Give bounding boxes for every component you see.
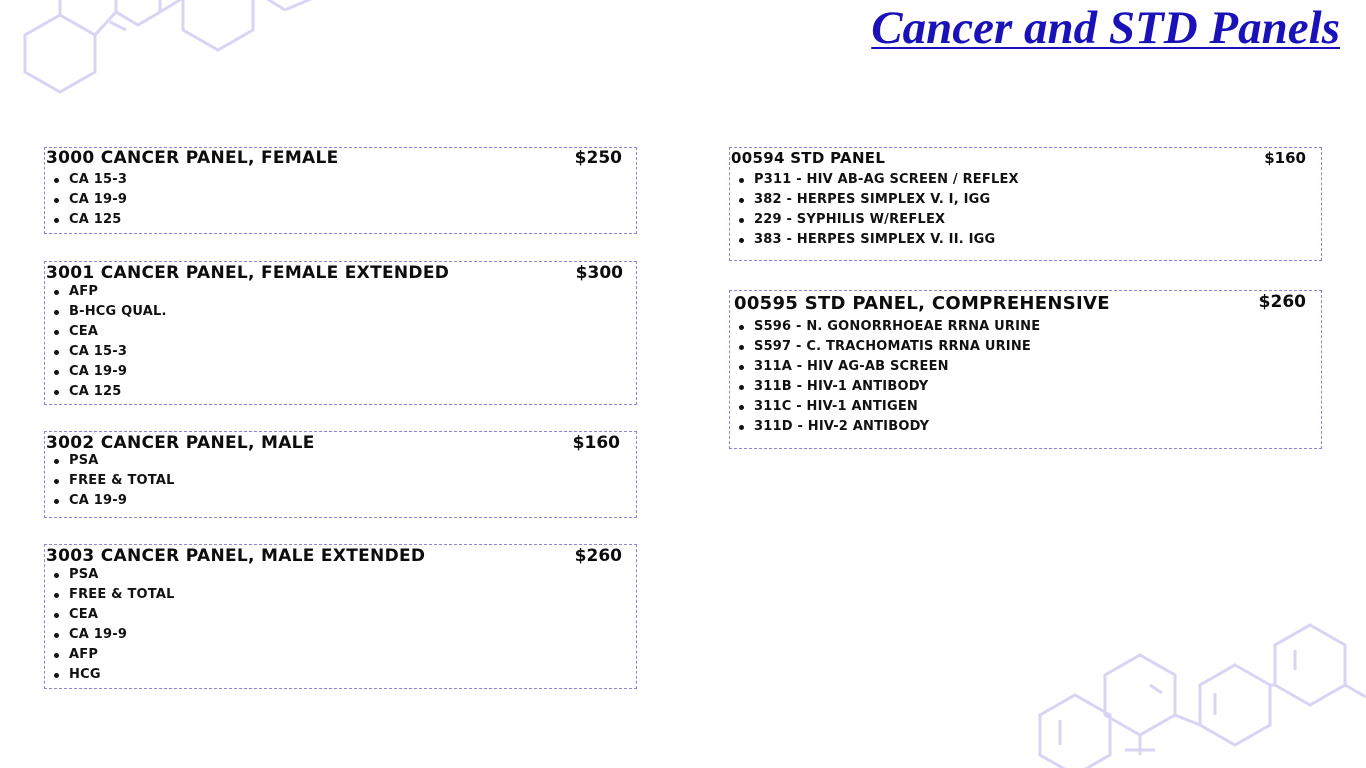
panel-00594-std xyxy=(729,147,1322,261)
panel-price: $260 xyxy=(1258,292,1306,312)
list-item: CA 19-9 xyxy=(53,362,636,382)
panel-3001-cancer-female-extended xyxy=(44,261,637,405)
list-item: 383 - HERPES SIMPLEX V. II. IGG xyxy=(738,230,1321,250)
panel-name: 3002 CANCER PANEL, MALE xyxy=(46,433,315,453)
list-item: AFP xyxy=(53,645,636,665)
panel-price: $250 xyxy=(574,148,622,168)
list-item: P311 - HIV AB-AG SCREEN / REFLEX xyxy=(738,170,1321,190)
page-title: Cancer and STD Panels xyxy=(871,2,1340,54)
list-item: 311C - HIV-1 ANTIGEN xyxy=(738,397,1321,417)
list-item: CA 19-9 xyxy=(53,625,636,645)
panel-name: 3003 CANCER PANEL, MALE EXTENDED xyxy=(46,546,426,566)
panel-price: $260 xyxy=(574,546,622,566)
panel-header xyxy=(45,545,636,567)
panel-test-list xyxy=(45,565,636,685)
hexagon-molecule-icon xyxy=(1030,615,1366,768)
list-item: PSA xyxy=(53,565,636,585)
panel-price: $160 xyxy=(572,433,620,453)
panel-name: 3000 CANCER PANEL, FEMALE xyxy=(46,148,339,168)
hexagon-molecule-icon xyxy=(0,0,340,95)
panel-price: $160 xyxy=(1264,149,1306,167)
list-item: S596 - N. GONORRHOEAE RRNA URINE xyxy=(738,317,1321,337)
list-item: FREE & TOTAL xyxy=(53,471,636,491)
panel-price: $300 xyxy=(575,263,623,283)
panel-test-list xyxy=(730,317,1321,437)
panel-name: 00595 STD PANEL, COMPREHENSIVE xyxy=(734,293,1110,314)
list-item: HCG xyxy=(53,665,636,685)
panel-header xyxy=(730,291,1321,317)
list-item: CA 15-3 xyxy=(53,342,636,362)
list-item: CA 15-3 xyxy=(53,170,636,190)
panel-test-list xyxy=(45,451,636,511)
list-item: CA 19-9 xyxy=(53,190,636,210)
list-item: CEA xyxy=(53,322,636,342)
list-item: CA 125 xyxy=(53,382,636,402)
panel-3002-cancer-male xyxy=(44,431,637,518)
list-item: B-HCG QUAL. xyxy=(53,302,636,322)
list-item: CA 125 xyxy=(53,210,636,230)
list-item: 382 - HERPES SIMPLEX V. I, IGG xyxy=(738,190,1321,210)
list-item: 311A - HIV AG-AB SCREEN xyxy=(738,357,1321,377)
panel-name: 3001 CANCER PANEL, FEMALE EXTENDED xyxy=(46,263,450,283)
panel-test-list xyxy=(45,170,636,230)
panel-test-list xyxy=(730,170,1321,250)
list-item: S597 - C. TRACHOMATIS RRNA URINE xyxy=(738,337,1321,357)
panel-3000-cancer-female xyxy=(44,147,637,234)
panel-header xyxy=(730,148,1321,170)
list-item: 311B - HIV-1 ANTIBODY xyxy=(738,377,1321,397)
list-item: 311D - HIV-2 ANTIBODY xyxy=(738,417,1321,437)
list-item: 229 - SYPHILIS W/REFLEX xyxy=(738,210,1321,230)
panel-name: 00594 STD PANEL xyxy=(731,149,886,167)
panel-header xyxy=(45,148,636,170)
list-item: CEA xyxy=(53,605,636,625)
list-item: FREE & TOTAL xyxy=(53,585,636,605)
list-item: PSA xyxy=(53,451,636,471)
list-item: AFP xyxy=(53,282,636,302)
list-item: CA 19-9 xyxy=(53,491,636,511)
panel-3003-cancer-male-extended xyxy=(44,544,637,689)
panel-test-list xyxy=(45,282,636,402)
panel-00595-std-comprehensive xyxy=(729,290,1322,449)
